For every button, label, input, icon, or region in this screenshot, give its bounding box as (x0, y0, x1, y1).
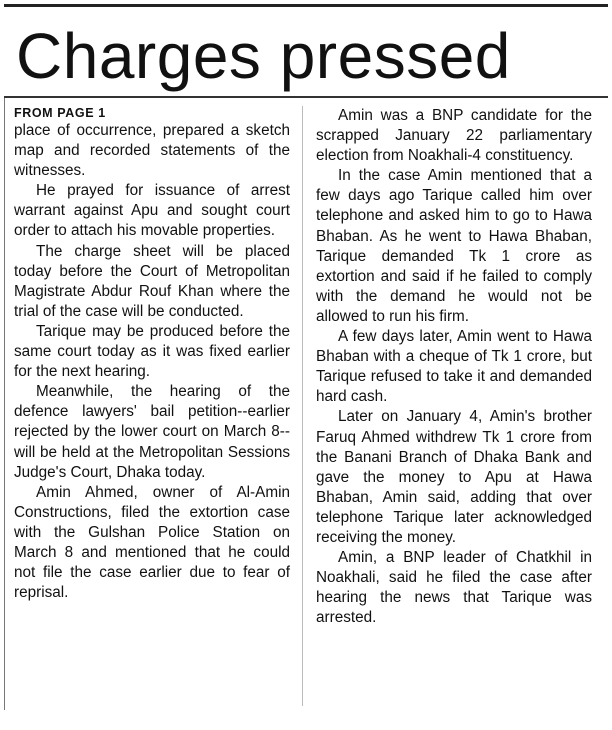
article-column-right (316, 106, 592, 628)
paragraph: He prayed for issuance of arrest warrant against Apu and sought court order to attach his movable properties. (14, 182, 290, 240)
headline: Charges pressed (16, 20, 511, 92)
paragraph: Amin Ahmed, owner of Al-Amin Constructions, filed the extortion case with the Gulshan Police Station on March 8 and mentioned that he could not file the case earlier due to fear of reprisal. (14, 483, 290, 602)
paragraph: Amin was a BNP candidate for the scrapped January 22 parliamentary election from Noakhali-4 constituency. (316, 107, 592, 165)
headline-rule (4, 96, 608, 98)
article-column-left (14, 106, 290, 603)
paragraph: Meanwhile, the hearing of the defence lawyers' bail petition--earlier rejected by the lower court on March 8--will be held at the Metropolitan Sessions Judge's Court, Dhaka today. (14, 383, 290, 481)
paragraph: The charge sheet will be placed today before the Court of Metropolitan Magistrate Abdur Rouf Khan where the trial of the case will be conducted. (14, 242, 290, 320)
top-rule (4, 4, 608, 7)
column-separator (302, 106, 303, 706)
left-border (4, 98, 5, 710)
paragraph: Later on January 4, Amin's brother Faruq Ahmed withdrew Tk 1 crore from the Banani Branch of Dhaka Bank and gave the money to Apu at Hawa Bhaban, Amin said, adding that over telephone Tarique later acknowledged receiving the money. (316, 408, 592, 546)
continuation-kicker: FROM PAGE 1 (14, 106, 106, 120)
paragraph: place of occurrence, prepared a sketch map and recorded statements of the witnesses. (14, 122, 290, 180)
paragraph: In the case Amin mentioned that a few days ago Tarique called him over telephone and asked him to go to Hawa Bhaban. As he went to Hawa Bhaban, Tarique demanded Tk 1 crore as extortion and said if he failed to comply with the demand he would not be allowed to run his firm. (316, 167, 592, 325)
paragraph: Amin, a BNP leader of Chatkhil in Noakhali, said he filed the case after hearing the news that Tarique was arrested. (316, 549, 592, 627)
paragraph: Tarique may be produced before the same court today as it was fixed earlier for the next hearing. (14, 322, 290, 381)
paragraph: A few days later, Amin went to Hawa Bhaban with a cheque of Tk 1 crore, but Tarique refused to take it and demanded hard cash. (316, 328, 592, 406)
